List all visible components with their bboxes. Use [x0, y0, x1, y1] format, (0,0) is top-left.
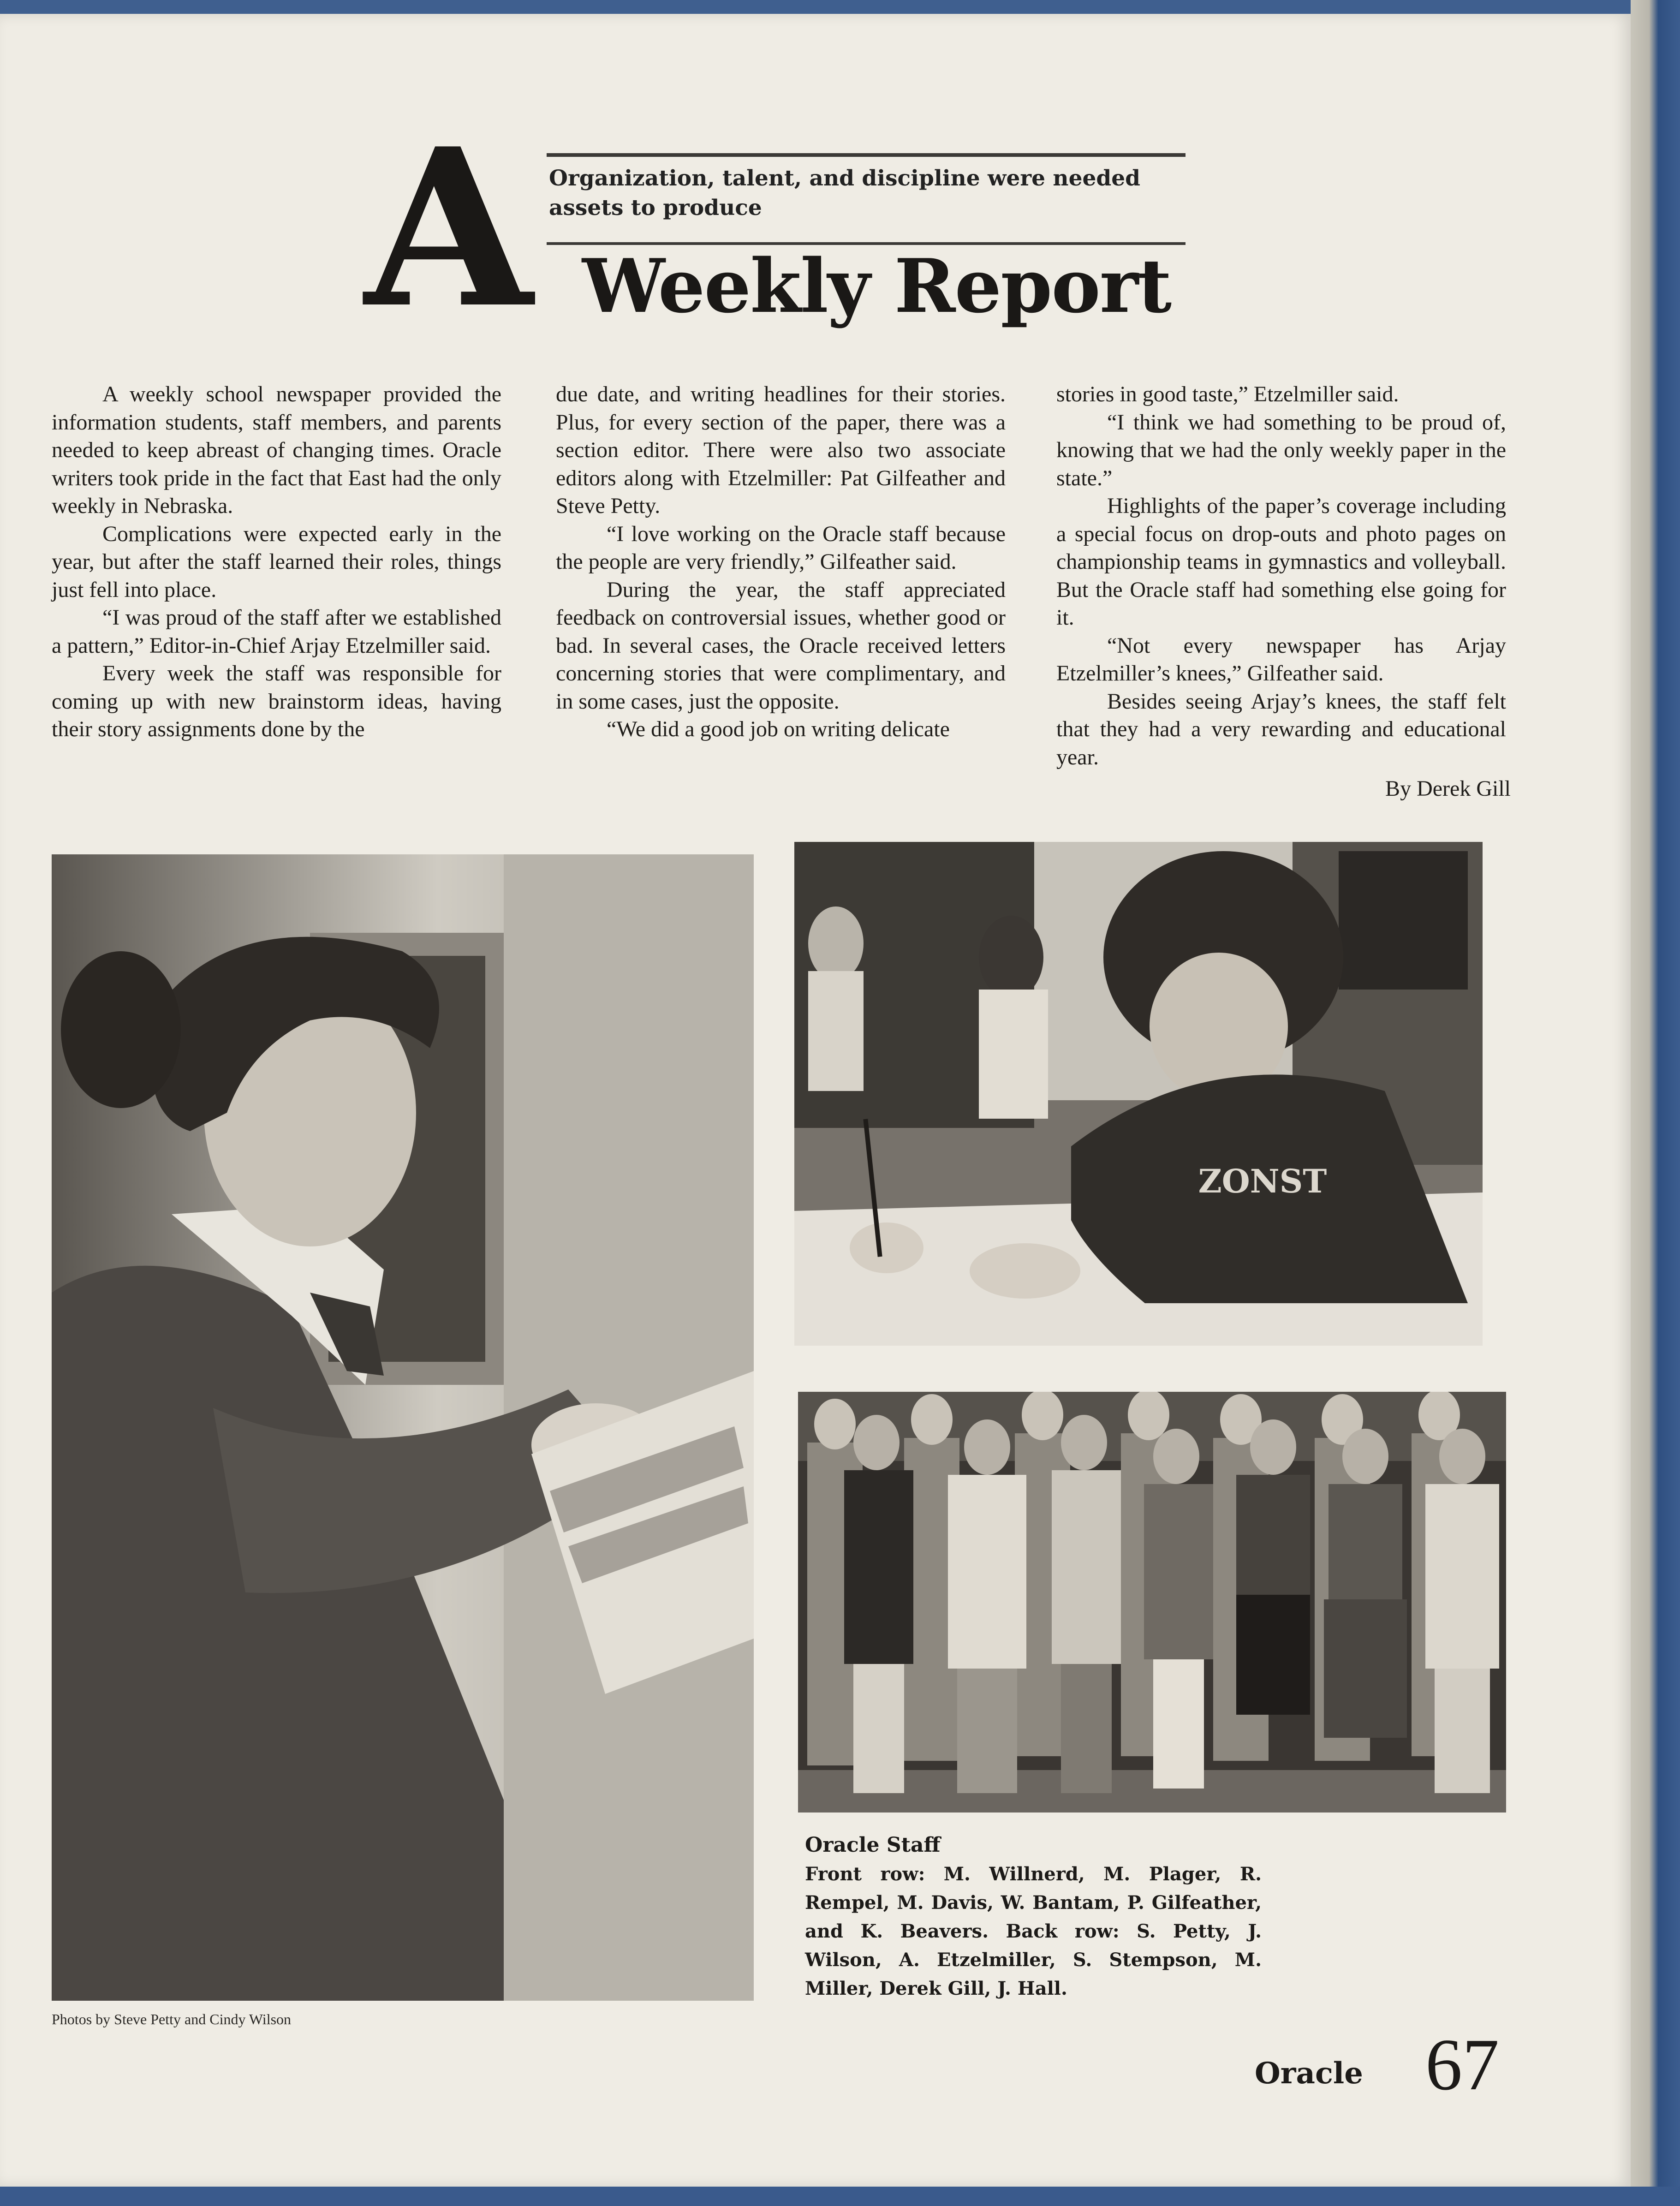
page-bottom-edge	[0, 2187, 1680, 2206]
writer-sweatshirt-text: ZONST	[1198, 1162, 1327, 1200]
photo-student-writing	[794, 842, 1483, 1346]
paragraph: “Not every newspaper has Arjay Etzelmiller’s knees,” Gilfeather said.	[1056, 633, 1506, 686]
title-subtitle: Organization, talent, and discipline were needed assets to produce	[549, 166, 1141, 221]
caption-body: Front row: M. Willnerd, M. Plager, R. Rempel, M. Davis, W. Bantam, P. Gilfeather, and K. Beavers. Back row: S. Petty, J. Wilson, A. Etzelmiller, S. Stempson, M. Miller, Derek Gill, J. Hall.	[805, 1863, 1262, 1999]
caption-title: Oracle Staff	[805, 1833, 941, 1857]
book-spine-edge	[1631, 0, 1680, 2206]
paragraph: Every week the staff was responsible for coming up with new brainstorm ideas, having their story assignments done by the	[52, 661, 501, 741]
paragraph: “I love working on the Oracle staff because the people are very friendly,” Gilfeather said.	[556, 521, 1006, 574]
article-column-2	[556, 381, 1006, 744]
photo-oracle-staff-group	[798, 1392, 1506, 1812]
photo-credit: Photos by Steve Petty and Cindy Wilson	[52, 2011, 292, 2027]
page-number: 67	[1425, 2023, 1499, 2105]
article-column-1	[52, 381, 501, 744]
paragraph: “I think we had something to be proud of, knowing that we had the only weekly paper in the state.”	[1056, 410, 1506, 490]
paragraph: Highlights of the paper’s coverage including a special focus on drop-outs and photo pages on championship teams in gymnastics and volleyball. But the Oracle staff had something else going for it.	[1056, 494, 1506, 630]
title-rule-top	[547, 153, 1186, 157]
paragraph: During the year, the staff appreciated feedback on controversial issues, whether good or bad. In several cases, the Oracle received letters concerning stories that were complimentary, and in some cases, just the opposite.	[556, 577, 1006, 714]
photo-oracle-staff-group-illustration	[798, 1392, 1506, 1812]
photo-student-typing	[52, 854, 754, 2001]
headline: Weekly Report	[582, 243, 1171, 329]
paragraph: Besides seeing Arjay’s knees, the staff felt that they had a very rewarding and educational year.	[1056, 689, 1506, 769]
byline: By Derek Gill	[1385, 776, 1511, 801]
title-initial: A	[364, 101, 533, 356]
folio-section-name: Oracle	[1255, 2056, 1363, 2091]
paragraph: due date, and writing headlines for their stories. Plus, for every section of the paper, there was a section editor. There were also two associate editors along with Etzelmiller: Pat Gilfeather and Steve Petty.	[556, 382, 1006, 518]
paragraph: A weekly school newspaper provided the information students, staff members, and parents needed to keep abreast of changing times. Oracle writers took pride in the fact that East had the only weekly in Nebraska.	[52, 382, 501, 518]
paragraph: stories in good taste,” Etzelmiller said.	[1056, 382, 1399, 406]
paragraph: “We did a good job on writing delicate	[607, 717, 950, 741]
paragraph: Complications were expected early in the year, but after the staff learned their roles, things just fell into place.	[52, 521, 501, 602]
photo-student-writing-illustration	[794, 842, 1483, 1346]
photo-student-typing-illustration	[52, 854, 754, 2001]
paragraph: “I was proud of the staff after we established a pattern,” Editor-in-Chief Arjay Etzelmiller said.	[52, 605, 501, 658]
article-column-3	[1056, 381, 1506, 771]
